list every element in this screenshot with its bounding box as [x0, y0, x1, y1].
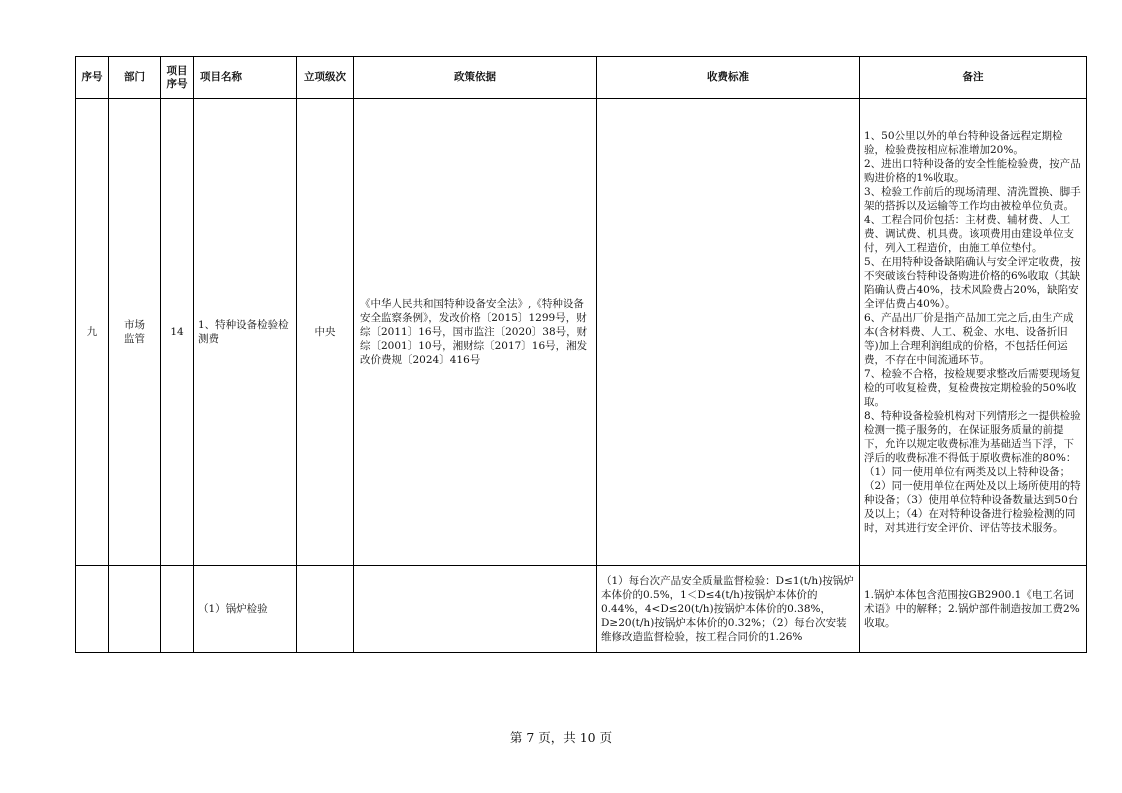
remark-line: 6、产品出厂价是指产品加工完之后,由生产成本(含材料费、人工、税金、水电、设备折旧等)加上合理利润组成的价格，不包括任何运费，不存在中间流通环节。	[864, 312, 1074, 366]
cell-policy	[354, 566, 597, 653]
header-seq: 序号	[76, 57, 109, 99]
remark-line: 1.锅炉本体包含范围按GB2900.1《电工名词术语》中的解释；2.锅炉部件制造按加工费2%收取。	[864, 589, 1080, 629]
remark-line: 1、50公里以外的单台特种设备远程定期检验，检验费按相应标准增加20%。	[864, 130, 1063, 156]
header-standard: 收费标准	[597, 57, 860, 99]
remark-line: 8、特种设备检验机构对下列情形之一提供检验检测一揽子服务的，在保证服务质量的前提下，允许以规定收费标准为基础适当下浮，下浮后的收费标准不得低于原收费标准的80%：（1）同一使用单位有两类及以上特种设备；（2）同一使用单位在两处及以上场所使用的特种设备；（3）使用单位特种设备数量达到50台及以上；（4）在对特种设备进行检验检测的同时，对其进行安全评价、评估等技术服务。	[864, 410, 1081, 534]
cell-level: 中央	[297, 99, 354, 566]
cell-level	[297, 566, 354, 653]
cell-standard	[597, 99, 860, 566]
cell-item-seq	[161, 566, 194, 653]
cell-standard: （1）每台次产品安全质量监督检验：D≤1(t/h)按锅炉本体价的0.5%，1＜D≤4(t/h)按锅炉本体价的0.44%，4<D≤20(t/h)按锅炉本体价的0.38%，D≥20(t/h)按锅炉本体价的0.32%；（2）每台次安装维修改造监督检验，按工程合同价的1.26%	[597, 566, 860, 653]
table-header-row	[76, 57, 1087, 99]
header-level: 立项级次	[297, 57, 354, 99]
cell-dept: 市场监管	[109, 99, 161, 566]
remark-line: 5、在用特种设备缺陷确认与安全评定收费，按不突破该台特种设备购进价格的6%收取（其缺陷确认费占40%，技术风险费占20%，缺陷安全评估费占40%）。	[864, 256, 1081, 310]
remark-line: 4、工程合同价包括：主材费、辅材费、人工费、调试费、机具费。该项费用由建设单位支付，列入工程造价，由施工单位垫付。	[864, 214, 1074, 254]
cell-remarks	[860, 99, 1087, 566]
remark-line: 2、进出口特种设备的安全性能检验费，按产品购进价格的1%收取。	[864, 158, 1081, 184]
header-policy: 政策依据	[354, 57, 597, 99]
cell-item-name: 1、特种设备检验检测费	[194, 99, 297, 566]
fee-table	[75, 56, 1087, 653]
table-row	[76, 99, 1087, 566]
page-footer: 第 7 页，共 10 页	[509, 730, 613, 745]
header-dept: 部门	[109, 57, 161, 99]
cell-seq: 九	[76, 99, 109, 566]
cell-policy: 《中华人民共和国特种设备安全法》,《特种设备安全监察条例》，发改价格〔2015〕1299号，财综〔2011〕16号，国市监注〔2020〕38号，财综〔2001〕10号，湘财综〔2017〕16号，湘发改价费规〔2024〕416号	[354, 99, 597, 566]
header-remarks: 备注	[860, 57, 1087, 99]
table-row	[76, 566, 1087, 653]
cell-seq	[76, 566, 109, 653]
cell-dept	[109, 566, 161, 653]
cell-item-name: （1）锅炉检验	[194, 566, 297, 653]
remark-line: 3、检验工作前后的现场清理、清洗置换、脚手架的搭拆以及运输等工作均由被检单位负责。	[864, 186, 1081, 212]
remark-line: 7、检验不合格，按检规要求整改后需要现场复检的可收复检费，复检费按定期检验的50%收取。	[864, 368, 1081, 408]
header-item-name: 项目名称	[194, 57, 297, 99]
cell-remarks	[860, 566, 1087, 653]
header-item-seq: 项目序号	[161, 57, 194, 99]
cell-item-seq: 14	[161, 99, 194, 566]
